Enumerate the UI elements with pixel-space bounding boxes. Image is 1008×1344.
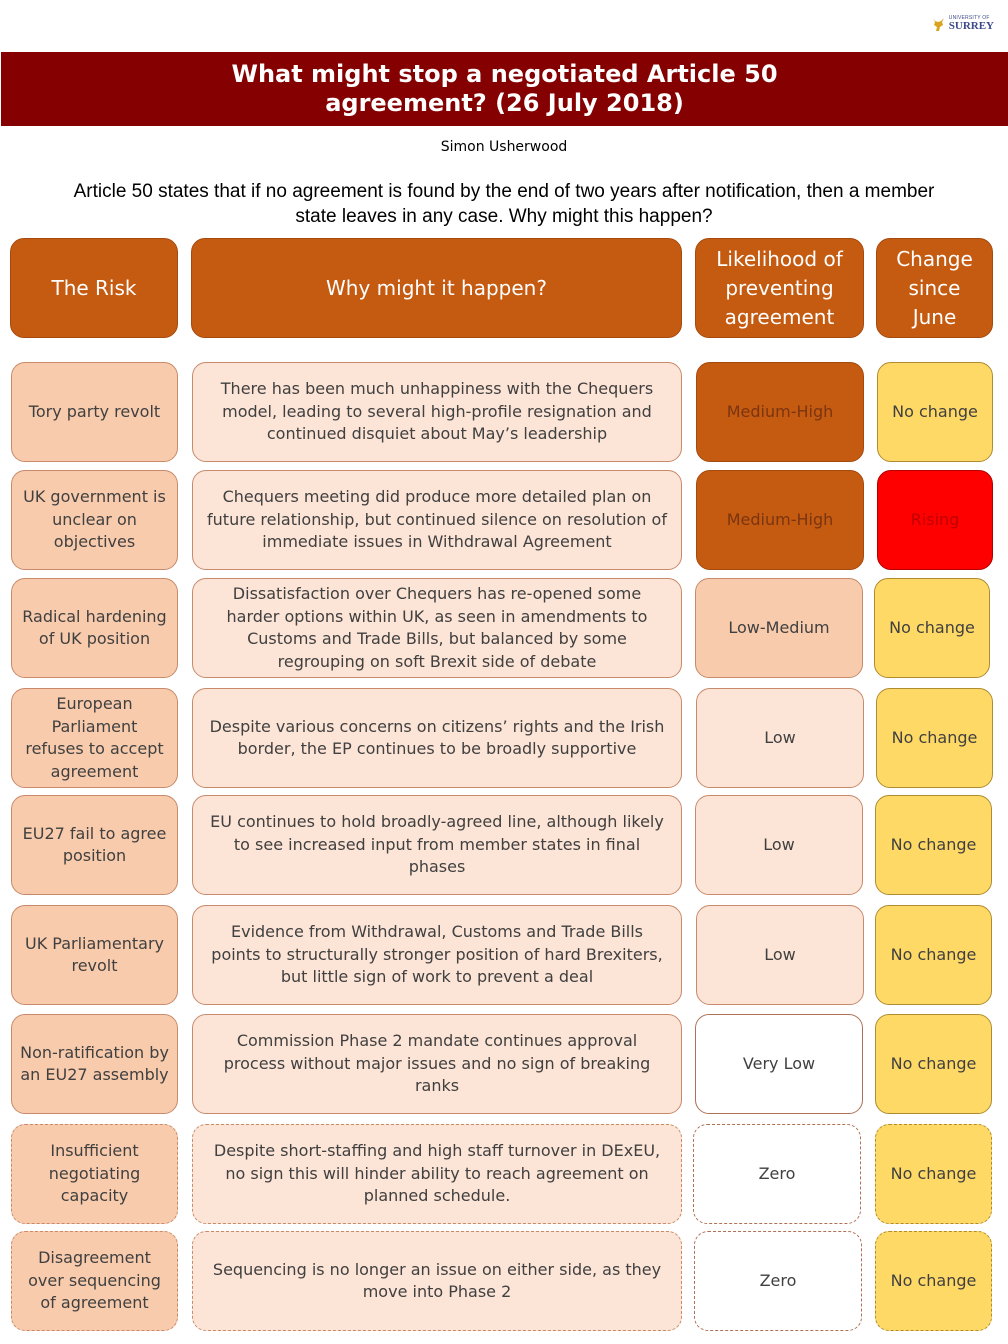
change-cell: No change [875,1124,992,1224]
likelihood-cell: Zero [693,1124,861,1224]
title-banner [1,52,1008,126]
likelihood-cell: Low [696,688,864,788]
likelihood-cell: Low [696,905,864,1005]
university-logo [931,16,994,32]
risk-cell: European Parliament refuses to accept agreement [11,688,178,788]
likelihood-cell: Low [695,795,863,895]
likelihood-cell: Medium-High [696,362,864,462]
change-cell: Rising [877,470,993,570]
header-change: Change since June [876,238,993,338]
reason-cell: Despite short-staffing and high staff turnover in DExEU, no sign this will hinder ability to reach agreement on planned schedule. [192,1124,682,1224]
reason-cell: Commission Phase 2 mandate continues approval process without major issues and no sign of breaking ranks [192,1014,682,1114]
risk-cell: Radical hardening of UK position [11,578,178,678]
header-likelihood: Likelihood of preventing agreement [695,238,864,338]
stag-icon [931,16,945,32]
risk-cell: Disagreement over sequencing of agreement [11,1231,178,1331]
change-cell: No change [875,905,992,1005]
reason-cell: Sequencing is no longer an issue on either side, as they move into Phase 2 [192,1231,682,1331]
header-why: Why might it happen? [191,238,682,338]
logo-small-text: UNIVERSITY OF [948,15,990,21]
risk-cell: Non-ratification by an EU27 assembly [11,1014,178,1114]
change-cell: No change [875,1231,992,1331]
change-cell: No change [877,362,993,462]
reason-cell: There has been much unhappiness with the Chequers model, leading to several high-profile resignation and continued disquiet about May’s leadership [192,362,682,462]
change-cell: No change [874,578,990,678]
change-cell: No change [876,688,993,788]
reason-cell: EU continues to hold broadly-agreed line, although likely to see increased input from member states in final phases [192,795,682,895]
risk-cell: UK Parliamentary revolt [11,905,178,1005]
intro-text: Article 50 states that if no agreement is found by the end of two years after notification, then a member state leaves in any case. Why might this happen? [73,181,935,227]
logo-big-text: SURREY [948,20,994,32]
likelihood-cell: Low-Medium [695,578,863,678]
risk-cell: Insufficient negotiating capacity [11,1124,178,1224]
header-risk: The Risk [10,238,178,338]
change-cell: No change [875,1014,992,1114]
page-title: What might stop a negotiated Article 50 agreement? (26 July 2018) [231,60,778,117]
risk-cell: Tory party revolt [11,362,178,462]
likelihood-cell: Zero [694,1231,862,1331]
risk-cell: UK government is unclear on objectives [11,470,178,570]
risk-cell: EU27 fail to agree position [11,795,178,895]
likelihood-cell: Medium-High [696,470,864,570]
change-cell: No change [875,795,992,895]
reason-cell: Evidence from Withdrawal, Customs and Trade Bills points to structurally stronger position of hard Brexiters, but little sign of work to prevent a deal [192,905,682,1005]
reason-cell: Chequers meeting did produce more detailed plan on future relationship, but continued silence on resolution of immediate issues in Withdrawal Agreement [192,470,682,570]
likelihood-cell: Very Low [695,1014,863,1114]
reason-cell: Dissatisfaction over Chequers has re-opened some harder options within UK, as seen in amendments to Customs and Trade Bills, but balanced by some regrouping on soft Brexit side of debate [192,578,682,678]
reason-cell: Despite various concerns on citizens’ rights and the Irish border, the EP continues to be broadly supportive [192,688,682,788]
author: Simon Usherwood [440,139,568,155]
